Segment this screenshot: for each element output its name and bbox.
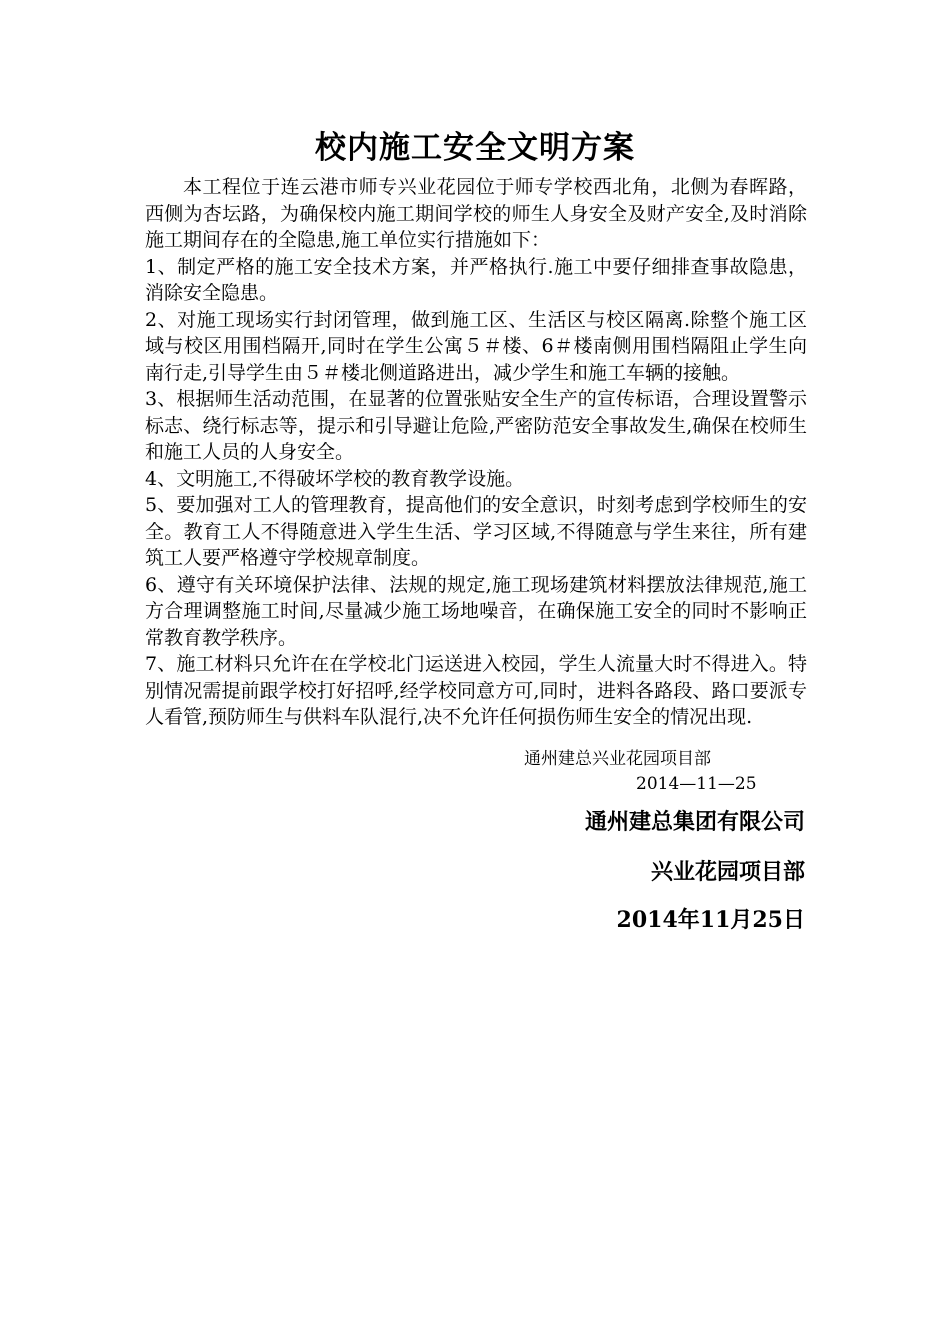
measure-item-2: 2、对施工现场实行封闭管理，做到施工区、生活区与校区隔离.除整个施工区域与校区用围档隔开,同时在学生公寓５＃楼、6＃楼南侧用围档隔阻止学生向南行走,引导学生由５＃楼北侧道路进出，减少学生和施工车辆的接触。 (145, 308, 807, 384)
intro-paragraph: 本工程位于连云港市师专兴业花园位于师专学校西北角，北侧为春晖路，西侧为杏坛路，为确保校内施工期间学校的师生人身安全及财产安全,及时消除施工期间存在的全隐患,施工单位实行措施如下： (145, 176, 807, 251)
company-name: 通州建总集团有限公司 (584, 809, 805, 835)
company-department: 兴业花园项目部 (650, 859, 805, 885)
measure-item-7: 7、施工材料只允许在在学校北门运送进入校园，学生人流量大时不得进入。特别情况需提前跟学校打好招呼,经学校同意方可,同时，进料各路段、路口要派专人看管,预防师生与供料车队混行,决不允许任何损伤师生安全的情况出现. (145, 653, 807, 728)
document-title: 校内施工安全文明方案 (315, 130, 635, 166)
measure-item-4: 4、文明施工,不得破坏学校的教育教学设施。 (145, 467, 525, 490)
measure-item-3: 3、根据师生活动范围，在显著的位置张贴安全生产的宣传标语，合理设置警示标志、绕行标志等，提示和引导避让危险,严密防范安全事故发生,确保在校师生和施工人员的人身安全。 (145, 388, 807, 463)
company-date: 2014年11月25日 (616, 907, 805, 933)
measure-item-5: 5、要加强对工人的管理教育，提高他们的安全意识，时刻考虑到学校师生的安全。教育工人不得随意进入学生生活、学习区域,不得随意与学生来往，所有建筑工人要严格遵守学校规章制度。 (145, 494, 807, 569)
signature-department: 通州建总兴业花园项目部 (524, 749, 711, 769)
signature-date: 2014—11—25 (636, 774, 757, 794)
measure-item-6: 6、遵守有关环境保护法律、法规的规定,施工现场建筑材料摆放法律规范,施工方合理调整施工时间,尽量减少施工场地噪音，在确保施工安全的同时不影响正常教育教学秩序。 (145, 573, 807, 649)
measure-item-1: 1、制定严格的施工安全技术方案，并严格执行.施工中要仔细排查事故隐患，消除安全隐患。 (145, 255, 807, 304)
document-body (145, 174, 807, 731)
